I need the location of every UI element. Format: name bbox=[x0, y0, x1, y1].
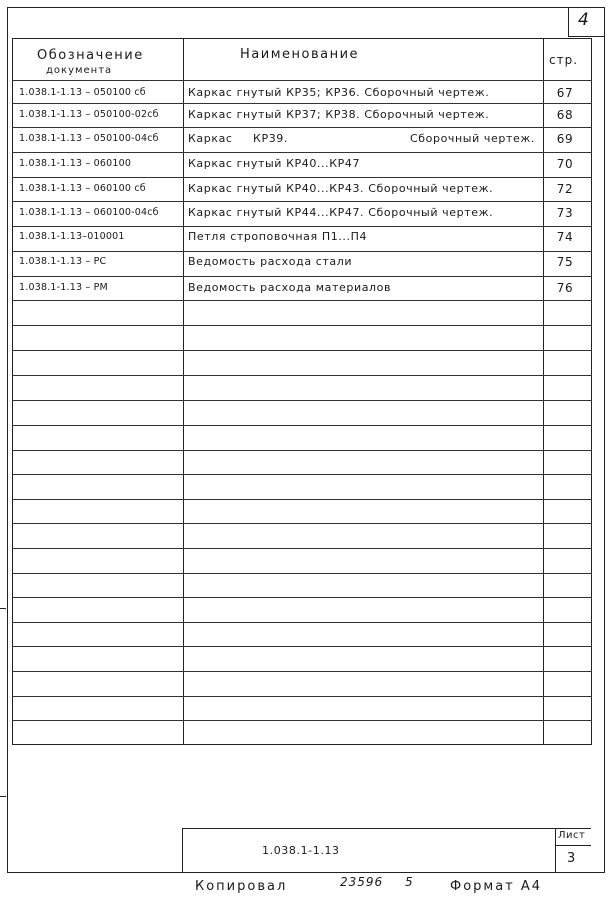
row-code: 1.038.1-1.13 – 050100-02сб bbox=[19, 109, 159, 120]
row-name: Каркас гнутый КР40...КР47 bbox=[188, 157, 361, 170]
row-code: 1.038.1-1.13 – РМ bbox=[19, 282, 108, 293]
table-rule bbox=[12, 597, 592, 598]
table-rule bbox=[12, 325, 592, 326]
table-rule bbox=[12, 474, 592, 475]
row-page: 67 bbox=[556, 86, 574, 100]
column-divider-page bbox=[543, 38, 544, 745]
header-rule bbox=[12, 80, 592, 81]
row-code: 1.038.1-1.13 – 060100 сб bbox=[19, 183, 146, 194]
table-rule bbox=[12, 499, 592, 500]
row-page: 74 bbox=[556, 230, 574, 244]
sheet-label: Лист bbox=[558, 830, 586, 841]
row-code: 1.038.1-1.13 – 050100 сб bbox=[19, 87, 146, 98]
row-code: 1.038.1-1.13 – 050100-04сб bbox=[19, 133, 159, 144]
title-block bbox=[182, 828, 591, 873]
row-code: 1.038.1-1.13 – 060100 bbox=[19, 158, 132, 169]
table-rule bbox=[12, 646, 592, 647]
row-page: 75 bbox=[556, 255, 574, 269]
row-page: 76 bbox=[556, 281, 574, 295]
table-rule bbox=[12, 523, 592, 524]
table-rule bbox=[12, 400, 592, 401]
row-name: Каркас гнутый КР44...КР47. Сборочный чертеж. bbox=[188, 206, 494, 219]
header-document: документа bbox=[46, 65, 113, 76]
row-name: Каркас гнутый КР35; КР36. Сборочный чертеж. bbox=[188, 86, 490, 99]
margin-tick bbox=[0, 796, 6, 797]
header-designation: Обозначение bbox=[37, 48, 144, 63]
table-rule bbox=[12, 276, 592, 277]
row-page: 70 bbox=[556, 157, 574, 171]
row-name: Каркас гнутый КР37; КР38. Сборочный чертеж. bbox=[188, 108, 490, 121]
row-name: Каркас гнутый КР40...КР43. Сборочный чертеж. bbox=[188, 182, 494, 195]
table-rule bbox=[12, 671, 592, 672]
row-code: 1.038.1-1.13 – 060100-04сб bbox=[19, 207, 159, 218]
column-divider-code bbox=[183, 38, 184, 745]
row-page: 72 bbox=[556, 182, 574, 196]
table-rule bbox=[12, 573, 592, 574]
footer-copied: Копировал bbox=[195, 879, 288, 894]
header-name: Наименование bbox=[240, 47, 360, 62]
table-rule bbox=[12, 201, 592, 202]
title-block-code: 1.038.1-1.13 bbox=[262, 844, 340, 857]
table-rule bbox=[12, 548, 592, 549]
row-code: 1.038.1-1.13 – РС bbox=[19, 256, 107, 267]
row-name-suffix: Сборочный чертеж. bbox=[410, 132, 535, 145]
title-block-divider bbox=[555, 828, 556, 873]
sheet-number: 3 bbox=[567, 851, 576, 866]
row-page: 69 bbox=[556, 132, 574, 146]
title-block-sheet-rule bbox=[555, 845, 591, 846]
table-rule bbox=[12, 226, 592, 227]
footer-number: 23596 bbox=[340, 875, 384, 889]
table-rule bbox=[12, 622, 592, 623]
footer-format: Формат А4 bbox=[450, 879, 543, 894]
page-number: 4 bbox=[578, 10, 589, 30]
table-rule bbox=[12, 720, 592, 721]
row-name: Петля строповочная П1...П4 bbox=[188, 230, 368, 243]
footer-number-suffix: 5 bbox=[405, 875, 415, 889]
table-rule bbox=[12, 696, 592, 697]
table-rule bbox=[12, 425, 592, 426]
row-code: 1.038.1-1.13–010001 bbox=[19, 231, 125, 242]
row-name: Ведомость расхода материалов bbox=[188, 281, 392, 294]
table-rule bbox=[12, 450, 592, 451]
row-page: 73 bbox=[556, 206, 574, 220]
table-rule bbox=[12, 300, 592, 301]
table-rule bbox=[12, 375, 592, 376]
row-name: Каркас КР39. bbox=[188, 132, 288, 145]
table-rule bbox=[12, 103, 592, 104]
margin-tick bbox=[0, 608, 6, 609]
table-rule bbox=[12, 350, 592, 351]
row-name: Ведомость расхода стали bbox=[188, 255, 353, 268]
row-page: 68 bbox=[556, 108, 574, 122]
table-rule bbox=[12, 152, 592, 153]
table-rule bbox=[12, 251, 592, 252]
table-rule bbox=[12, 177, 592, 178]
table-rule bbox=[12, 127, 592, 128]
header-page: стр. bbox=[549, 53, 579, 67]
